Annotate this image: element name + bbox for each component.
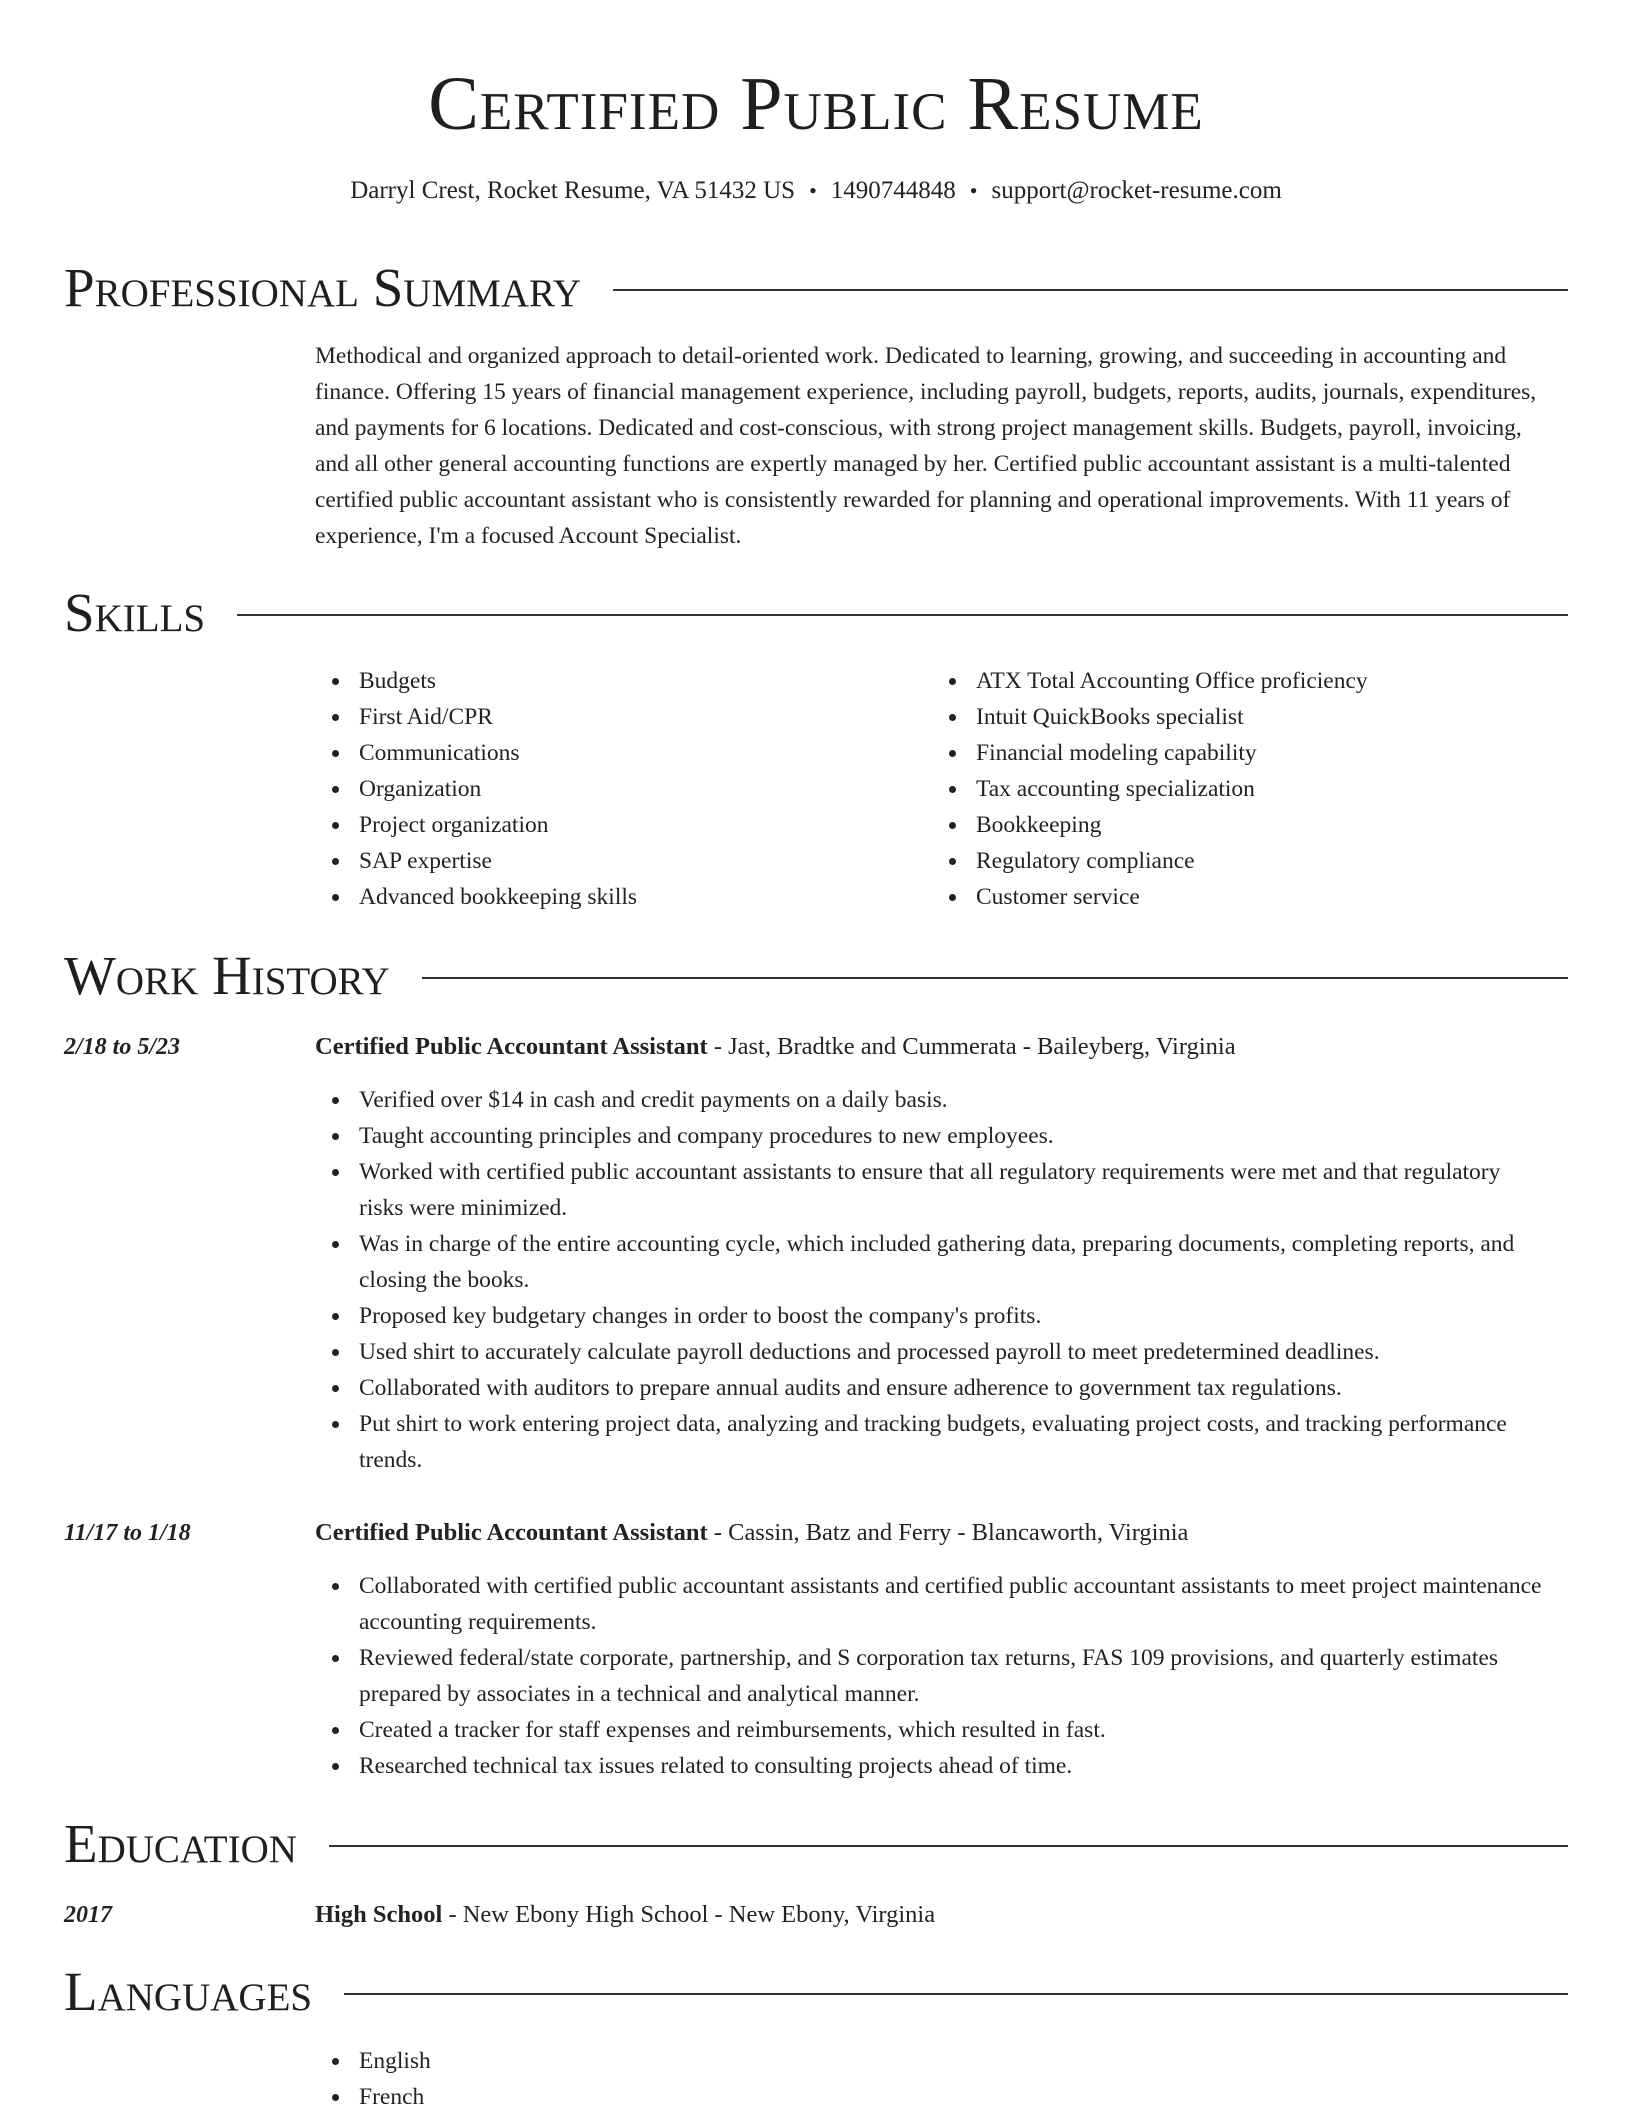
section-divider — [344, 1993, 1568, 1995]
language-item: English — [359, 2043, 1546, 2079]
responsibility-item: Taught accounting principles and company procedures to new employees. — [359, 1118, 1546, 1154]
responsibility-item: Worked with certified public accountant assistants to ensure that all regulatory requirements were met and that regulatory risks were minimized. — [359, 1154, 1546, 1226]
responsibility-item: Collaborated with certified public accountant assistants and certified public accountant assistants to meet project maintenance accounting requirements. — [359, 1568, 1546, 1640]
job-details: - Cassin, Batz and Ferry - Blancaworth, Virginia — [707, 1519, 1189, 1546]
job-responsibilities — [315, 1568, 1546, 1784]
contact-address: Darryl Crest, Rocket Resume, VA 51432 US — [350, 177, 796, 204]
skill-item: Customer service — [976, 879, 1492, 915]
responsibility-item: Created a tracker for staff expenses and reimbursements, which resulted in fast. — [359, 1712, 1546, 1748]
responsibility-item: Researched technical tax issues related to consulting projects ahead of time. — [359, 1748, 1546, 1784]
skill-item: Intuit QuickBooks specialist — [976, 699, 1492, 735]
skill-item: Financial modeling capability — [976, 735, 1492, 771]
job-responsibilities — [315, 1082, 1546, 1478]
responsibility-item: Collaborated with auditors to prepare annual audits and ensure adherence to government tax regulations. — [359, 1370, 1546, 1406]
contact-phone: 1490744848 — [830, 177, 956, 204]
responsibility-item: Put shirt to work entering project data, analyzing and tracking budgets, evaluating project costs, and tracking performance trends. — [359, 1406, 1546, 1478]
education-year: 2017 — [64, 1902, 112, 1928]
section-heading-work — [64, 946, 1568, 1006]
skills-list-left — [315, 663, 875, 915]
skill-item: SAP expertise — [359, 843, 875, 879]
section-title-languages: Languages — [64, 1961, 313, 2022]
contact-email: support@rocket-resume.com — [991, 177, 1282, 204]
section-title-summary: Professional Summary — [64, 257, 582, 318]
skill-item: Bookkeeping — [976, 807, 1492, 843]
responsibility-item: Reviewed federal/state corporate, partnership, and S corporation tax returns, FAS 109 provisions, and quarterly estimates prepared by associates in a technical and analytical manner. — [359, 1640, 1546, 1712]
skill-item: ATX Total Accounting Office proficiency — [976, 663, 1492, 699]
section-heading-summary — [64, 258, 1568, 318]
job-heading — [315, 1029, 1546, 1065]
skill-item: Budgets — [359, 663, 875, 699]
job-dates: 11/17 to 1/18 — [64, 1520, 191, 1546]
section-heading-education — [64, 1814, 1568, 1874]
contact-separator: • — [809, 178, 817, 203]
languages-list — [315, 2043, 1546, 2115]
contact-line — [0, 174, 1632, 208]
skill-item: Communications — [359, 735, 875, 771]
section-divider — [329, 1845, 1568, 1847]
section-title-education: Education — [64, 1813, 297, 1874]
resume-title: Certified Public Resume — [428, 62, 1204, 146]
skill-item: Advanced bookkeeping skills — [359, 879, 875, 915]
responsibility-item: Verified over $14 in cash and credit payments on a daily basis. — [359, 1082, 1546, 1118]
skill-item: Tax accounting specialization — [976, 771, 1492, 807]
summary-text: Methodical and organized approach to detail-oriented work. Dedicated to learning, growing, and succeeding in accounting and finance. Offering 15 years of financial management experience, including payroll, budgets, reports, audits, journals, expenditures, and payments for 6 locations. Dedicated and cost-conscious, with strong project management skills. Budgets, payroll, invoicing, and all other general accounting functions are expertly managed by her. Certified public accountant assistant is a multi-talented certified public accountant assistant who is consistently rewarded for planning and operational improvements. With 11 years of experience, I'm a focused Account Specialist. — [315, 343, 1537, 549]
contact-separator: • — [969, 178, 978, 203]
section-heading-skills — [64, 583, 1568, 643]
job-role: Certified Public Accountant Assistant — [315, 1519, 708, 1546]
skills-list-right — [932, 663, 1492, 915]
section-heading-languages — [64, 1962, 1568, 2022]
job-dates: 2/18 to 5/23 — [64, 1034, 181, 1060]
section-divider — [613, 289, 1568, 291]
skill-item: First Aid/CPR — [359, 699, 875, 735]
section-title-work: Work History — [64, 945, 390, 1006]
responsibility-item: Was in charge of the entire accounting cycle, which included gathering data, preparing documents, completing reports, and closing the books. — [359, 1226, 1546, 1298]
responsibility-item: Proposed key budgetary changes in order to boost the company's profits. — [359, 1298, 1546, 1334]
section-title-skills: Skills — [64, 582, 206, 643]
education-details: - New Ebony High School - New Ebony, Virginia — [442, 1901, 936, 1928]
skill-item: Regulatory compliance — [976, 843, 1492, 879]
responsibility-item: Used shirt to accurately calculate payroll deductions and processed payroll to meet predetermined deadlines. — [359, 1334, 1546, 1370]
education-degree: High School — [315, 1901, 443, 1928]
section-divider — [422, 977, 1568, 979]
job-details: - Jast, Bradtke and Cummerata - Baileyberg, Virginia — [707, 1033, 1236, 1060]
skill-item: Project organization — [359, 807, 875, 843]
job-heading — [315, 1515, 1546, 1551]
language-item: French — [359, 2079, 1546, 2115]
skill-item: Organization — [359, 771, 875, 807]
education-heading — [315, 1897, 1546, 1933]
job-role: Certified Public Accountant Assistant — [315, 1033, 708, 1060]
section-divider — [237, 614, 1568, 616]
